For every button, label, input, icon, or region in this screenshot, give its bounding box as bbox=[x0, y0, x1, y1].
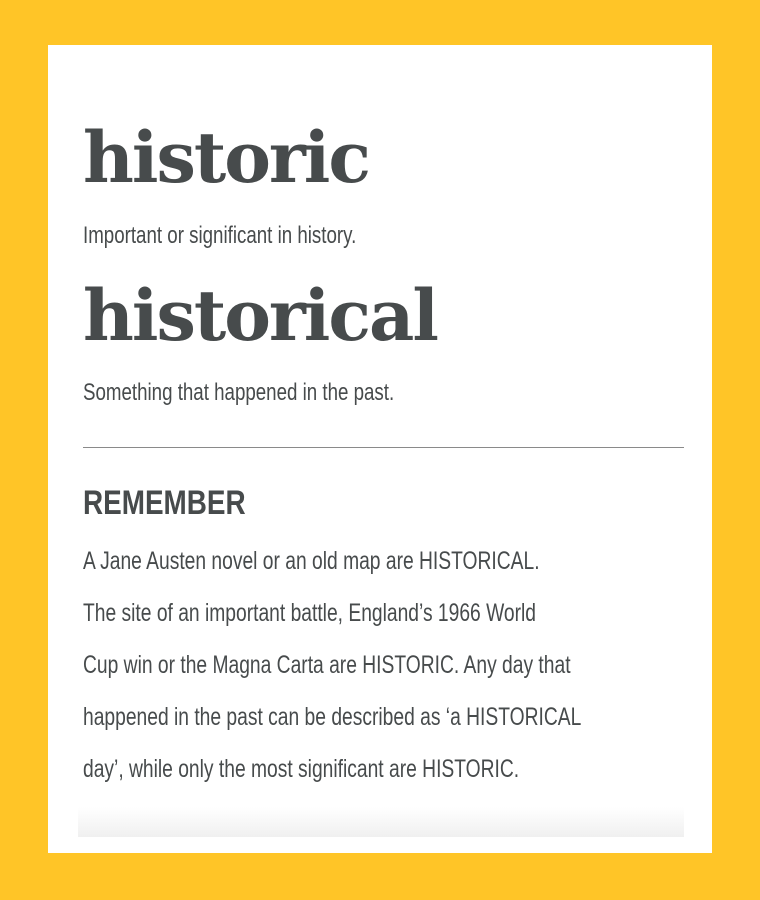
remember-line: day’, while only the most significant are HISTORIC. bbox=[83, 755, 520, 783]
remember-line: A Jane Austen novel or an old map are HISTORICAL. bbox=[83, 547, 540, 575]
remember-line: The site of an important battle, England’s 1966 World bbox=[83, 599, 537, 627]
headword-historic: historic bbox=[83, 116, 370, 199]
headword-historical: historical bbox=[83, 274, 437, 357]
definition-card bbox=[48, 45, 712, 853]
remember-paragraph bbox=[83, 535, 684, 795]
section-divider bbox=[83, 447, 684, 448]
bottom-fade bbox=[78, 807, 684, 837]
remember-heading: REMEMBER bbox=[83, 484, 246, 522]
definition-historical: Something that happened in the past. bbox=[83, 379, 395, 406]
remember-line: Cup win or the Magna Carta are HISTORIC. Any day that bbox=[83, 651, 571, 679]
definition-historic: Important or significant in history. bbox=[83, 222, 357, 249]
remember-line: happened in the past can be described as ‘a HISTORICAL bbox=[83, 703, 582, 731]
